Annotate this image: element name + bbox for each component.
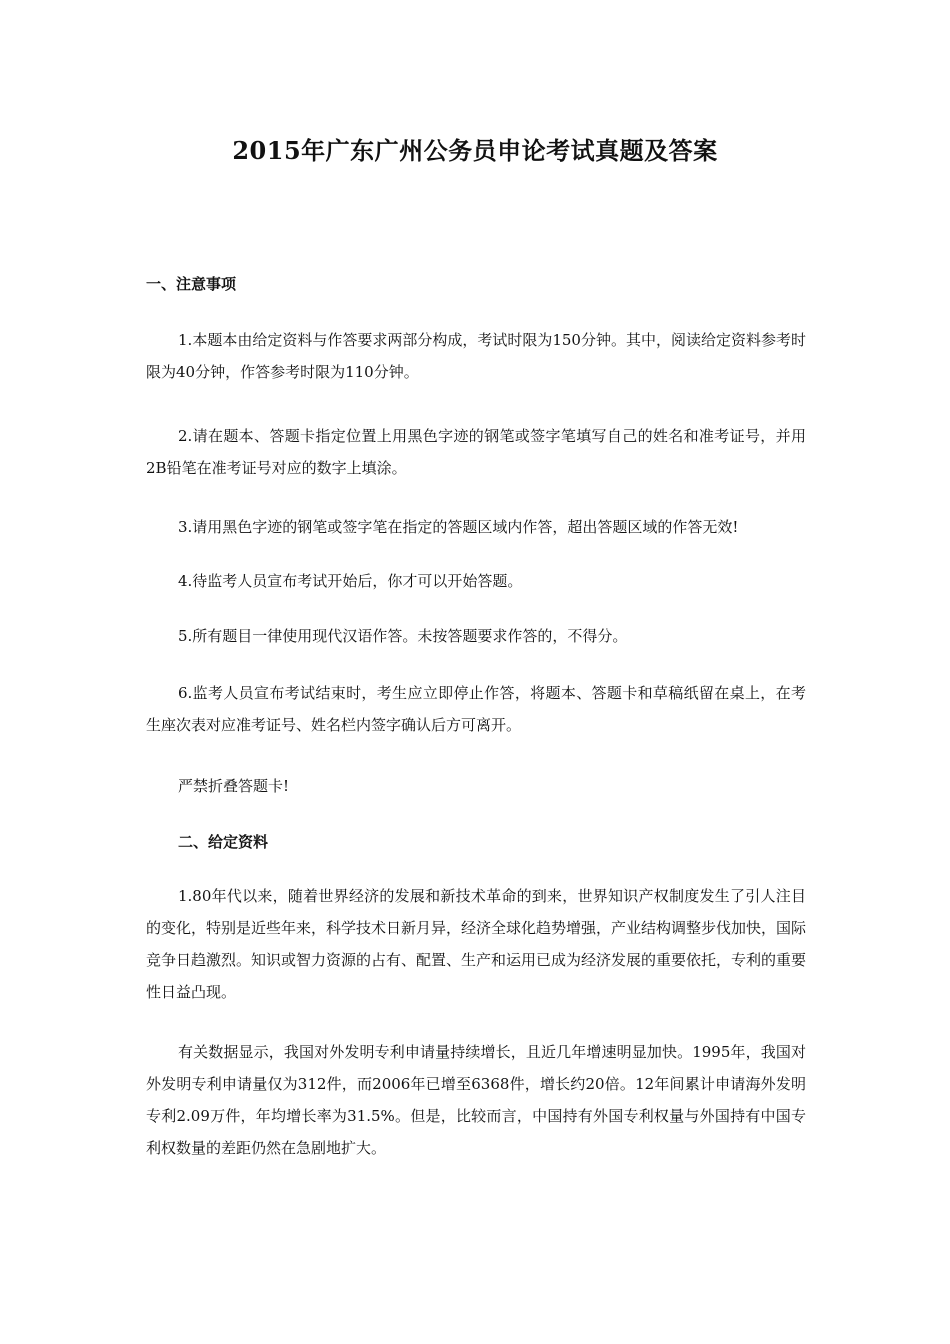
material-paragraph: 1.80年代以来，随着世界经济的发展和新技术革命的到来，世界知识产权制度发生了引人注目的变化，特别是近些年来，科学技术日新月异，经济全球化趋势增强，产业结构调整步伐加快，国际竞争日趋激烈。知识或智力资源的占有、配置、生产和运用已成为经济发展的重要依托，专利的重要性日益凸现。 (146, 887, 807, 1001)
notes-item: 3.请用黑色字迹的钢笔或签字笔在指定的答题区域内作答，超出答题区域的作答无效! (178, 518, 739, 536)
document-title: 2015年广东广州公务员申论考试真题及答案 (232, 136, 718, 165)
notes-warning: 严禁折叠答题卡! (178, 777, 290, 795)
notes-item: 4.待监考人员宣布考试开始后，你才可以开始答题。 (178, 572, 523, 590)
notes-item: 1.本题本由给定资料与作答要求两部分构成，考试时限为150分钟。其中，阅读给定资料参考时限为40分钟，作答参考时限为110分钟。 (146, 331, 806, 381)
notes-item: 2.请在题本、答题卡指定位置上用黑色字迹的钢笔或签字笔填写自己的姓名和准考证号，并用2B铅笔在准考证号对应的数字上填涂。 (146, 427, 806, 477)
material-paragraph: 有关数据显示，我国对外发明专利申请量持续增长，且近几年增速明显加快。1995年，我国对外发明专利申请量仅为312件，而2006年已增至6368件，增长约20倍。12年间累计申请海外发明专利2.09万件，年均增长率为31.5%。但是，比较而言，中国持有外国专利权量与外国持有中国专利权数量的差距仍然在急剧地扩大。 (146, 1043, 806, 1157)
section-heading-notes: 一、注意事项 (146, 275, 237, 293)
section-heading-materials: 二、给定资料 (178, 833, 269, 851)
notes-item: 5.所有题目一律使用现代汉语作答。未按答题要求作答的，不得分。 (178, 627, 628, 645)
notes-item: 6.监考人员宣布考试结束时，考生应立即停止作答，将题本、答题卡和草稿纸留在桌上，在考生座次表对应准考证号、姓名栏内签字确认后方可离开。 (146, 684, 806, 734)
